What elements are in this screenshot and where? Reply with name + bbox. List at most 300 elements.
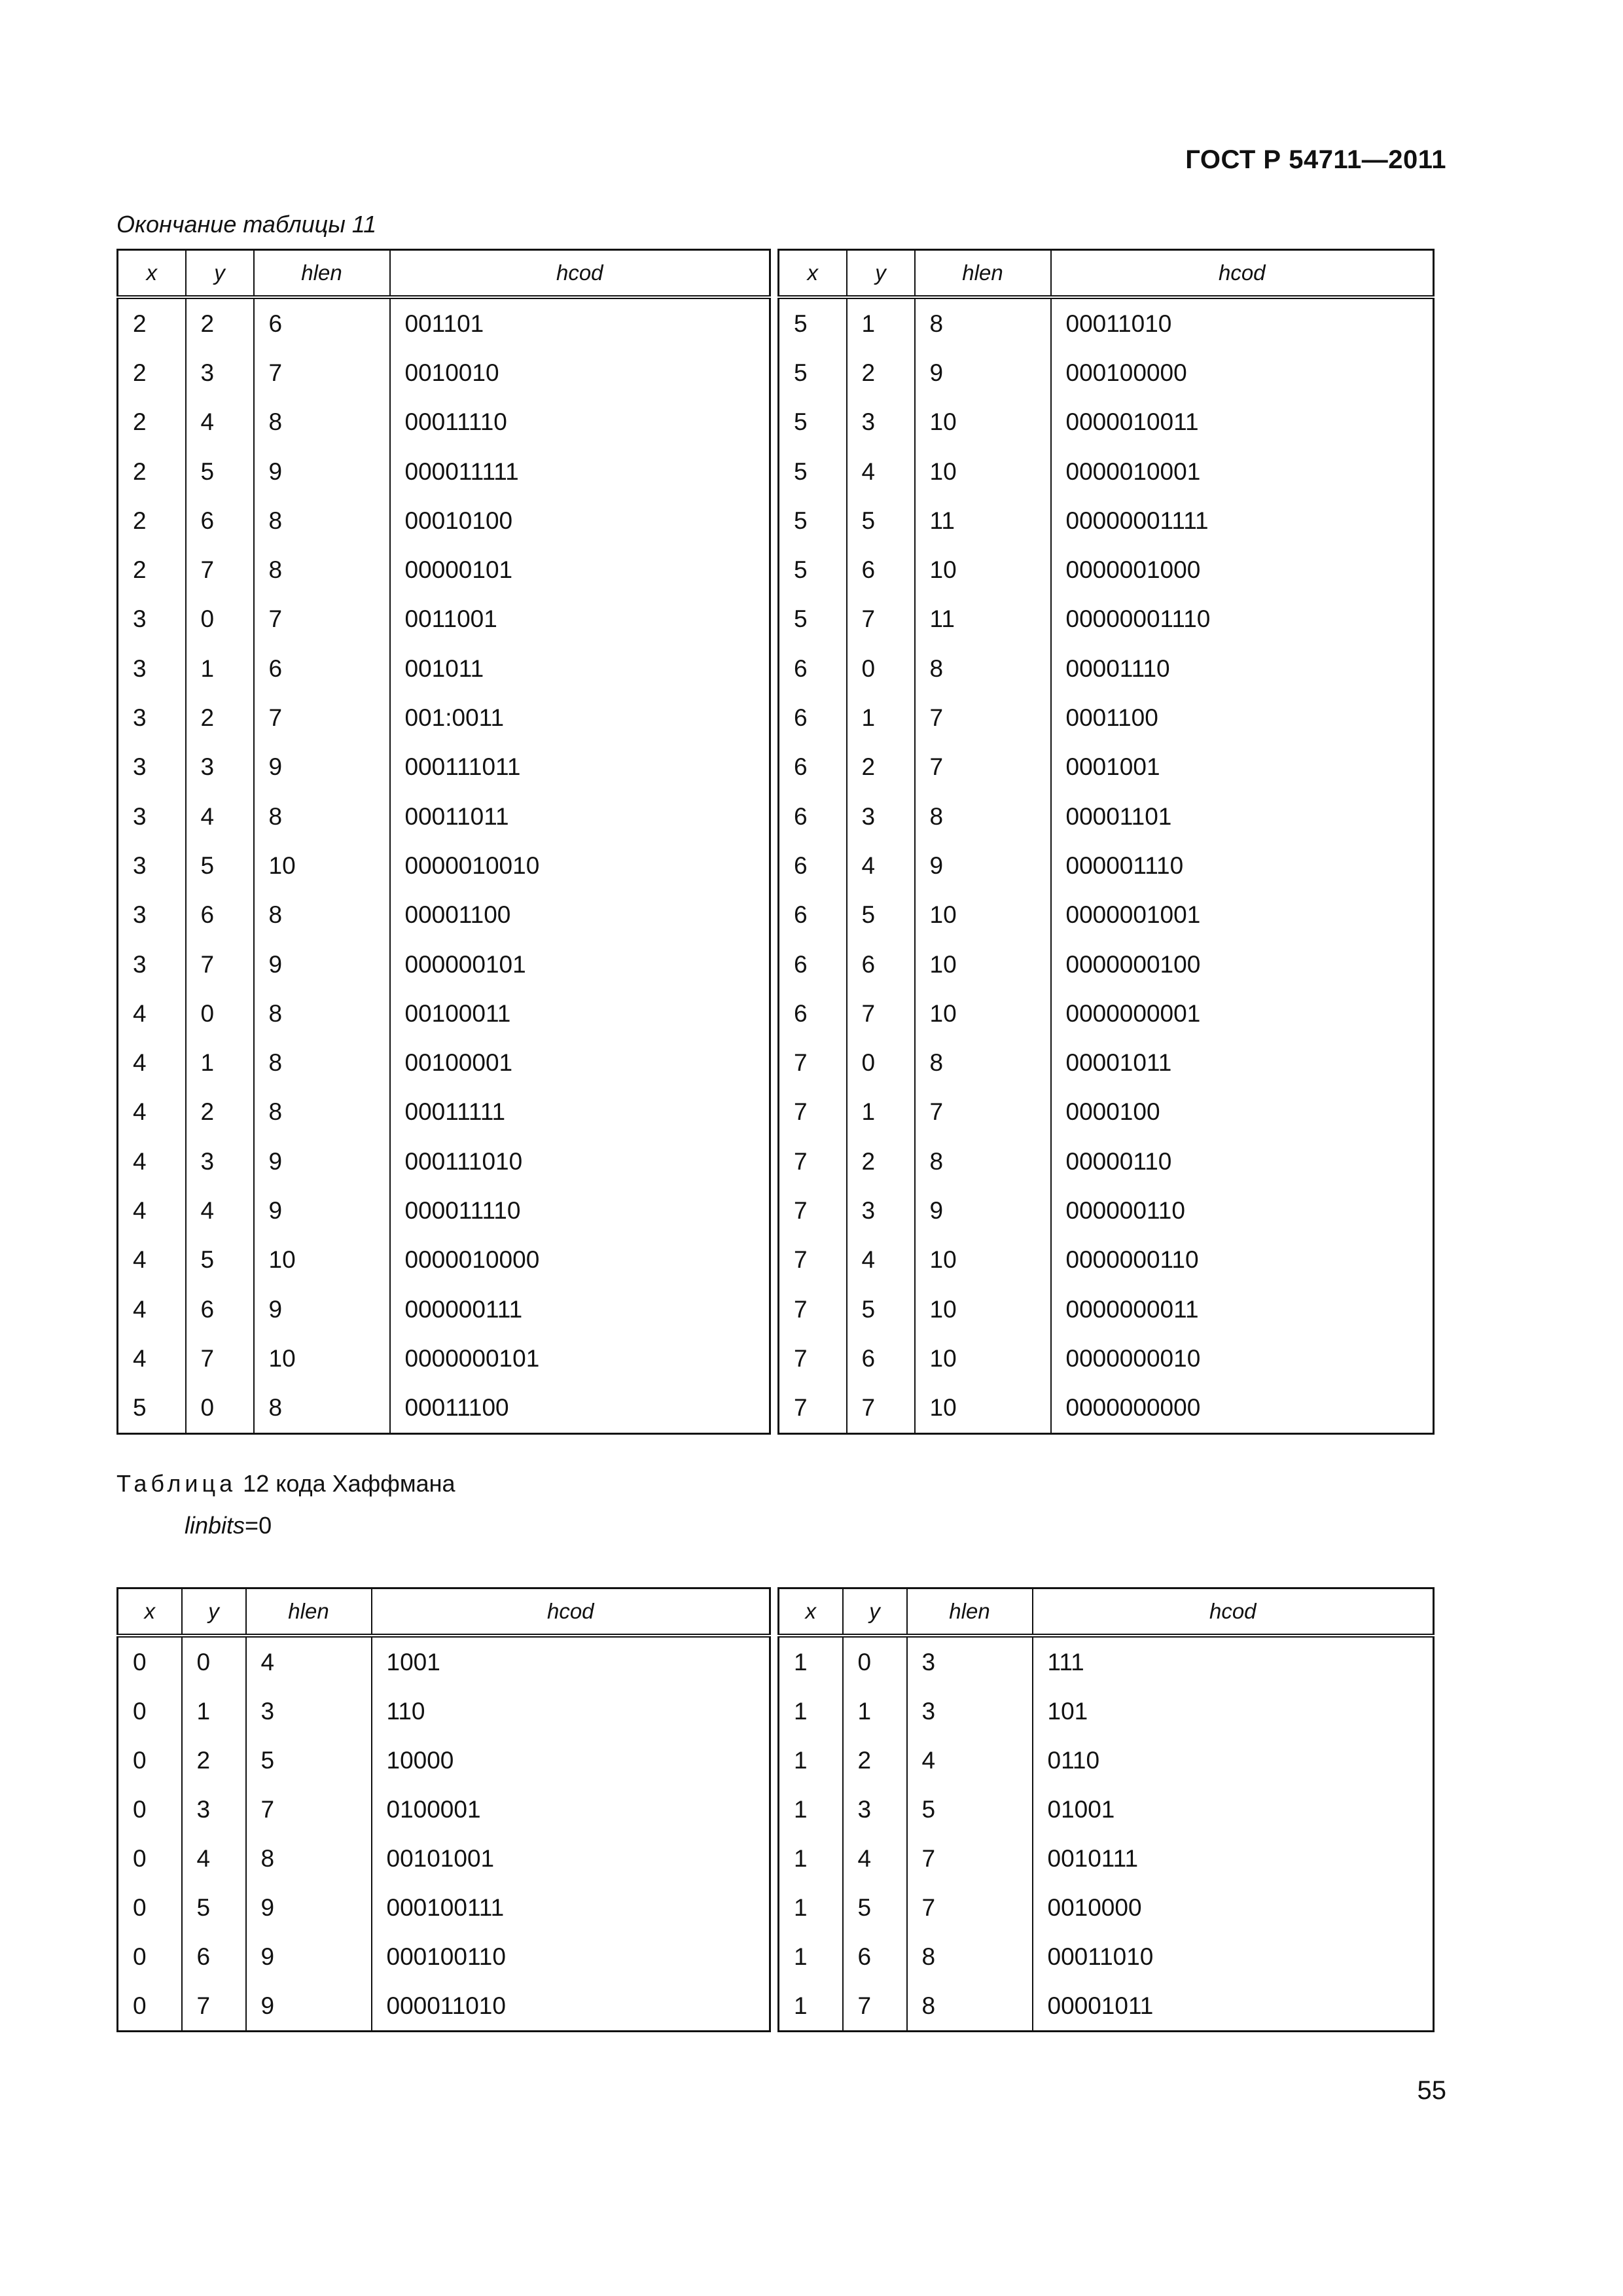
cell-x: 1 <box>794 1943 808 1970</box>
cell-y: 0 <box>186 989 254 1038</box>
cell-hcod: 0000001000 <box>1051 545 1434 594</box>
cell-hlen: 8 <box>254 891 390 940</box>
cell-y: 5 <box>186 1236 254 1285</box>
cell-hcod: 000111011 <box>390 743 770 792</box>
cell-x: 7 <box>794 1049 808 1077</box>
cell-hcod: 00011011 <box>390 792 770 841</box>
cell-y: 4 <box>847 841 915 890</box>
cell-hcod: 00010100 <box>390 496 770 545</box>
cell-x: 1 <box>794 1795 808 1823</box>
cell-y: 7 <box>186 1334 254 1383</box>
cell-hcod: 111 <box>1033 1636 1434 1687</box>
col-header-hlen: hlen <box>907 1588 1033 1636</box>
cell-hcod: 00001100 <box>390 891 770 940</box>
cell-x: 6 <box>794 901 808 929</box>
cell-hcod: 000001110 <box>1051 841 1434 890</box>
cell-y: 3 <box>186 1137 254 1186</box>
cell-x: 4 <box>133 1344 147 1372</box>
linbits-value: =0 <box>245 1512 272 1539</box>
cell-hlen: 7 <box>254 595 390 644</box>
cell-hlen: 8 <box>254 792 390 841</box>
cell-x: 1 <box>794 1648 808 1676</box>
table-row <box>779 841 1434 890</box>
table-row <box>118 595 770 644</box>
cell-y: 1 <box>186 1038 254 1087</box>
cell-y: 3 <box>182 1785 246 1834</box>
cell-y: 1 <box>847 693 915 742</box>
col-header-hlen: hlen <box>254 250 390 298</box>
table-header-row <box>118 250 770 298</box>
cell-y: 7 <box>186 545 254 594</box>
cell-hcod: 000000111 <box>390 1285 770 1334</box>
page-number: 55 <box>1417 2076 1446 2105</box>
cell-hlen: 6 <box>254 297 390 348</box>
cell-hlen: 10 <box>254 841 390 890</box>
table-header-row <box>118 1588 770 1636</box>
cell-hlen: 4 <box>246 1636 372 1687</box>
table-row <box>779 743 1434 792</box>
cell-hlen: 8 <box>254 989 390 1038</box>
cell-hcod: 000100111 <box>372 1883 770 1932</box>
cell-hlen: 9 <box>915 1186 1051 1235</box>
cell-hlen: 3 <box>907 1636 1033 1687</box>
cell-hcod: 00011010 <box>1051 297 1434 348</box>
cell-hlen: 8 <box>907 1932 1033 1981</box>
linbits-name: linbits <box>185 1512 245 1539</box>
cell-x: 2 <box>133 359 147 386</box>
table-row <box>118 447 770 496</box>
cell-hcod: 0000000010 <box>1051 1334 1434 1383</box>
cell-hlen: 8 <box>915 297 1051 348</box>
cell-hcod: 110 <box>372 1687 770 1736</box>
cell-hlen: 9 <box>915 348 1051 397</box>
table-row <box>779 1038 1434 1087</box>
cell-hcod: 000011111 <box>390 447 770 496</box>
table-row <box>779 1981 1434 2032</box>
table-row <box>118 1285 770 1334</box>
cell-y: 6 <box>847 940 915 989</box>
cell-hcod: 000100110 <box>372 1932 770 1981</box>
cell-hlen: 9 <box>254 1137 390 1186</box>
cell-hcod: 00011110 <box>390 398 770 447</box>
cell-y: 3 <box>186 348 254 397</box>
cell-y: 0 <box>847 644 915 693</box>
cell-x: 6 <box>794 999 808 1027</box>
cell-hlen: 9 <box>254 1285 390 1334</box>
table-row <box>779 447 1434 496</box>
cell-x: 1 <box>794 1697 808 1725</box>
cell-hcod: 00101001 <box>372 1834 770 1883</box>
cell-hlen: 8 <box>915 1137 1051 1186</box>
table-row <box>779 1736 1434 1785</box>
table-row <box>779 545 1434 594</box>
cell-x: 3 <box>133 704 147 732</box>
cell-hcod: 000011110 <box>390 1186 770 1235</box>
cell-x: 2 <box>133 507 147 534</box>
cell-y: 4 <box>847 1236 915 1285</box>
table12-right <box>777 1587 1435 2032</box>
col-header-x: x <box>779 250 847 298</box>
cell-hcod: 0010000 <box>1033 1883 1434 1932</box>
cell-y: 2 <box>182 1736 246 1785</box>
table-row <box>118 891 770 940</box>
table-row <box>118 348 770 397</box>
cell-y: 1 <box>847 1088 915 1137</box>
cell-x: 7 <box>794 1295 808 1323</box>
cell-x: 0 <box>133 1992 147 2019</box>
cell-x: 5 <box>794 507 808 534</box>
cell-y: 5 <box>182 1883 246 1932</box>
col-header-x: x <box>118 250 186 298</box>
cell-hcod: 00100011 <box>390 989 770 1038</box>
cell-y: 5 <box>847 496 915 545</box>
cell-hcod: 1001 <box>372 1636 770 1687</box>
cell-x: 0 <box>133 1795 147 1823</box>
cell-hlen: 10 <box>915 1384 1051 1434</box>
table-row <box>118 297 770 348</box>
table-row <box>118 743 770 792</box>
table-row <box>118 1038 770 1087</box>
cell-x: 3 <box>133 901 147 929</box>
cell-hlen: 10 <box>915 1334 1051 1383</box>
table-row <box>118 1088 770 1137</box>
cell-hcod: 01001 <box>1033 1785 1434 1834</box>
cell-hlen: 6 <box>254 644 390 693</box>
cell-y: 6 <box>847 1334 915 1383</box>
cell-hcod: 00000001111 <box>1051 496 1434 545</box>
cell-y: 2 <box>843 1736 907 1785</box>
cell-hcod: 0001100 <box>1051 693 1434 742</box>
col-header-hlen: hlen <box>246 1588 372 1636</box>
cell-x: 2 <box>133 556 147 584</box>
cell-hcod: 0000010011 <box>1051 398 1434 447</box>
cell-x: 2 <box>133 408 147 436</box>
table-row <box>118 1137 770 1186</box>
cell-y: 1 <box>847 297 915 348</box>
cell-x: 7 <box>794 1098 808 1126</box>
cell-hlen: 8 <box>915 644 1051 693</box>
table-row <box>118 1785 770 1834</box>
cell-hcod: 0000010000 <box>390 1236 770 1285</box>
cell-hlen: 9 <box>254 743 390 792</box>
cell-x: 5 <box>794 359 808 386</box>
cell-hlen: 10 <box>915 1236 1051 1285</box>
table-row <box>118 1834 770 1883</box>
cell-y: 2 <box>186 297 254 348</box>
cell-hcod: 00011100 <box>390 1384 770 1434</box>
table-row <box>779 1285 1434 1334</box>
cell-y: 5 <box>847 891 915 940</box>
cell-hcod: 0010111 <box>1033 1834 1434 1883</box>
cell-hlen: 9 <box>246 1932 372 1981</box>
cell-hcod: 0110 <box>1033 1736 1434 1785</box>
table-row <box>118 1334 770 1383</box>
table-row <box>779 792 1434 841</box>
table-row <box>779 1932 1434 1981</box>
cell-hcod: 00000101 <box>390 545 770 594</box>
cell-y: 5 <box>186 447 254 496</box>
table-row <box>779 1883 1434 1932</box>
cell-hlen: 11 <box>915 496 1051 545</box>
cell-hlen: 8 <box>254 496 390 545</box>
col-header-x: x <box>779 1588 843 1636</box>
document-standard-header: ГОСТ Р 54711—2011 <box>1185 145 1446 174</box>
col-header-x: x <box>118 1588 182 1636</box>
cell-hcod: 0011001 <box>390 595 770 644</box>
cell-y: 6 <box>843 1932 907 1981</box>
cell-hcod: 00000001110 <box>1051 595 1434 644</box>
cell-hlen: 8 <box>254 398 390 447</box>
cell-x: 7 <box>794 1147 808 1175</box>
table11-left <box>116 249 771 1435</box>
cell-x: 0 <box>133 1943 147 1970</box>
cell-x: 0 <box>133 1746 147 1774</box>
cell-y: 3 <box>847 1186 915 1235</box>
cell-x: 3 <box>133 753 147 781</box>
cell-hlen: 11 <box>915 595 1051 644</box>
table11-right <box>777 249 1435 1435</box>
table-row <box>779 1334 1434 1383</box>
col-header-hcod: hcod <box>390 250 770 298</box>
table-row <box>779 1137 1434 1186</box>
table-row <box>118 1736 770 1785</box>
cell-hlen: 9 <box>254 940 390 989</box>
cell-hcod: 000011010 <box>372 1981 770 2032</box>
col-header-y: y <box>843 1588 907 1636</box>
table-row <box>118 1981 770 2032</box>
cell-hcod: 0100001 <box>372 1785 770 1834</box>
cell-hcod: 000111010 <box>390 1137 770 1186</box>
cell-hcod: 0000000011 <box>1051 1285 1434 1334</box>
cell-y: 1 <box>182 1687 246 1736</box>
cell-hcod: 0000010001 <box>1051 447 1434 496</box>
cell-hcod: 0001001 <box>1051 743 1434 792</box>
table-header-row <box>779 250 1434 298</box>
col-header-y: y <box>847 250 915 298</box>
cell-hlen: 7 <box>907 1834 1033 1883</box>
cell-hcod: 00100001 <box>390 1038 770 1087</box>
cell-x: 6 <box>794 704 808 732</box>
cell-x: 4 <box>133 1246 147 1274</box>
cell-hcod: 000100000 <box>1051 348 1434 397</box>
cell-y: 5 <box>847 1285 915 1334</box>
cell-hlen: 9 <box>915 841 1051 890</box>
cell-y: 0 <box>843 1636 907 1687</box>
cell-hlen: 7 <box>246 1785 372 1834</box>
cell-x: 1 <box>794 1893 808 1921</box>
table12-caption-title: 12 кода Хаффмана <box>243 1470 455 1497</box>
table-row <box>779 1384 1434 1434</box>
cell-y: 0 <box>847 1038 915 1087</box>
cell-x: 7 <box>794 1394 808 1422</box>
col-header-hlen: hlen <box>915 250 1051 298</box>
cell-y: 7 <box>847 1384 915 1434</box>
table12-left <box>116 1587 771 2032</box>
cell-hlen: 8 <box>915 792 1051 841</box>
cell-hcod: 0000000000 <box>1051 1384 1434 1434</box>
cell-hlen: 9 <box>246 1883 372 1932</box>
cell-y: 3 <box>843 1785 907 1834</box>
cell-hlen: 8 <box>907 1981 1033 2032</box>
cell-hlen: 9 <box>246 1981 372 2032</box>
cell-hcod: 101 <box>1033 1687 1434 1736</box>
cell-x: 3 <box>133 802 147 830</box>
cell-y: 7 <box>182 1981 246 2032</box>
table12-linbits <box>185 1512 272 1539</box>
cell-x: 6 <box>794 802 808 830</box>
cell-y: 6 <box>186 496 254 545</box>
cell-x: 6 <box>794 655 808 682</box>
cell-x: 4 <box>133 1098 147 1126</box>
cell-x: 7 <box>794 1246 808 1274</box>
cell-hlen: 8 <box>254 1384 390 1434</box>
cell-hlen: 4 <box>907 1736 1033 1785</box>
col-header-y: y <box>182 1588 246 1636</box>
col-header-y: y <box>186 250 254 298</box>
cell-hcod: 10000 <box>372 1736 770 1785</box>
cell-x: 5 <box>794 556 808 584</box>
cell-y: 1 <box>186 644 254 693</box>
table-row <box>779 1687 1434 1736</box>
cell-y: 6 <box>182 1932 246 1981</box>
cell-hlen: 10 <box>915 447 1051 496</box>
cell-hlen: 8 <box>246 1834 372 1883</box>
col-header-hcod: hcod <box>1033 1588 1434 1636</box>
cell-y: 4 <box>182 1834 246 1883</box>
cell-y: 6 <box>186 1285 254 1334</box>
table-row <box>118 693 770 742</box>
table-row <box>779 496 1434 545</box>
table-row <box>779 693 1434 742</box>
cell-x: 1 <box>794 1992 808 2019</box>
table-row <box>779 1785 1434 1834</box>
cell-y: 3 <box>186 743 254 792</box>
table-row <box>118 545 770 594</box>
col-header-hcod: hcod <box>1051 250 1434 298</box>
cell-x: 5 <box>794 457 808 485</box>
cell-x: 4 <box>133 1147 147 1175</box>
table-row <box>779 891 1434 940</box>
table12-caption <box>116 1470 455 1498</box>
cell-hlen: 9 <box>254 447 390 496</box>
cell-x: 4 <box>133 1049 147 1077</box>
cell-y: 0 <box>186 1384 254 1434</box>
table-row <box>779 297 1434 348</box>
cell-x: 3 <box>133 655 147 682</box>
cell-x: 4 <box>133 1196 147 1224</box>
cell-hcod: 00001011 <box>1033 1981 1434 2032</box>
table-header-row <box>779 1588 1434 1636</box>
cell-y: 4 <box>847 447 915 496</box>
cell-y: 6 <box>847 545 915 594</box>
cell-x: 6 <box>794 852 808 879</box>
cell-hcod: 00001101 <box>1051 792 1434 841</box>
cell-y: 6 <box>186 891 254 940</box>
table-row <box>118 792 770 841</box>
table-row <box>118 940 770 989</box>
cell-y: 4 <box>186 792 254 841</box>
table-row <box>779 989 1434 1038</box>
cell-x: 7 <box>794 1344 808 1372</box>
cell-y: 4 <box>186 398 254 447</box>
table12-caption-label: Таблица <box>116 1470 237 1497</box>
cell-hlen: 10 <box>915 545 1051 594</box>
table12 <box>116 1587 1435 2032</box>
cell-hcod: 0000001001 <box>1051 891 1434 940</box>
cell-x: 6 <box>794 950 808 978</box>
cell-hlen: 10 <box>915 891 1051 940</box>
cell-x: 5 <box>133 1394 147 1422</box>
table-row <box>118 398 770 447</box>
table-row <box>779 940 1434 989</box>
col-header-hcod: hcod <box>372 1588 770 1636</box>
cell-y: 3 <box>847 792 915 841</box>
cell-hcod: 00000110 <box>1051 1137 1434 1186</box>
cell-x: 3 <box>133 852 147 879</box>
table-row <box>118 1236 770 1285</box>
cell-y: 2 <box>186 1088 254 1137</box>
cell-x: 3 <box>133 950 147 978</box>
cell-hcod: 00001011 <box>1051 1038 1434 1087</box>
cell-x: 3 <box>133 605 147 633</box>
cell-hlen: 7 <box>915 693 1051 742</box>
cell-hlen: 10 <box>915 989 1051 1038</box>
table-row <box>779 1236 1434 1285</box>
table-row <box>118 1186 770 1235</box>
cell-hcod: 0000000100 <box>1051 940 1434 989</box>
cell-hlen: 10 <box>915 1285 1051 1334</box>
cell-x: 4 <box>133 999 147 1027</box>
table-row <box>118 1636 770 1687</box>
cell-hlen: 10 <box>254 1236 390 1285</box>
cell-y: 7 <box>186 940 254 989</box>
cell-hlen: 3 <box>246 1687 372 1736</box>
table-row <box>779 1636 1434 1687</box>
cell-hlen: 9 <box>254 1186 390 1235</box>
table-row <box>779 644 1434 693</box>
cell-hcod: 00001110 <box>1051 644 1434 693</box>
cell-hlen: 7 <box>915 1088 1051 1137</box>
cell-hcod: 0000000001 <box>1051 989 1434 1038</box>
cell-hcod: 001:0011 <box>390 693 770 742</box>
cell-y: 7 <box>847 989 915 1038</box>
cell-y: 0 <box>186 595 254 644</box>
cell-hlen: 10 <box>915 398 1051 447</box>
cell-y: 4 <box>186 1186 254 1235</box>
cell-y: 1 <box>843 1687 907 1736</box>
table-row <box>118 989 770 1038</box>
table-row <box>118 1687 770 1736</box>
cell-x: 1 <box>794 1746 808 1774</box>
cell-hlen: 10 <box>254 1334 390 1383</box>
cell-y: 2 <box>847 743 915 792</box>
cell-hcod: 001011 <box>390 644 770 693</box>
table-row <box>779 398 1434 447</box>
cell-y: 3 <box>847 398 915 447</box>
cell-x: 5 <box>794 310 808 337</box>
cell-hcod: 001101 <box>390 297 770 348</box>
cell-hlen: 3 <box>907 1687 1033 1736</box>
cell-hlen: 8 <box>254 1088 390 1137</box>
cell-hlen: 7 <box>907 1883 1033 1932</box>
cell-x: 0 <box>133 1893 147 1921</box>
cell-hlen: 7 <box>254 693 390 742</box>
cell-y: 2 <box>186 693 254 742</box>
cell-hcod: 000000110 <box>1051 1186 1434 1235</box>
table-row <box>779 1186 1434 1235</box>
cell-hcod: 00011111 <box>390 1088 770 1137</box>
cell-x: 6 <box>794 753 808 781</box>
